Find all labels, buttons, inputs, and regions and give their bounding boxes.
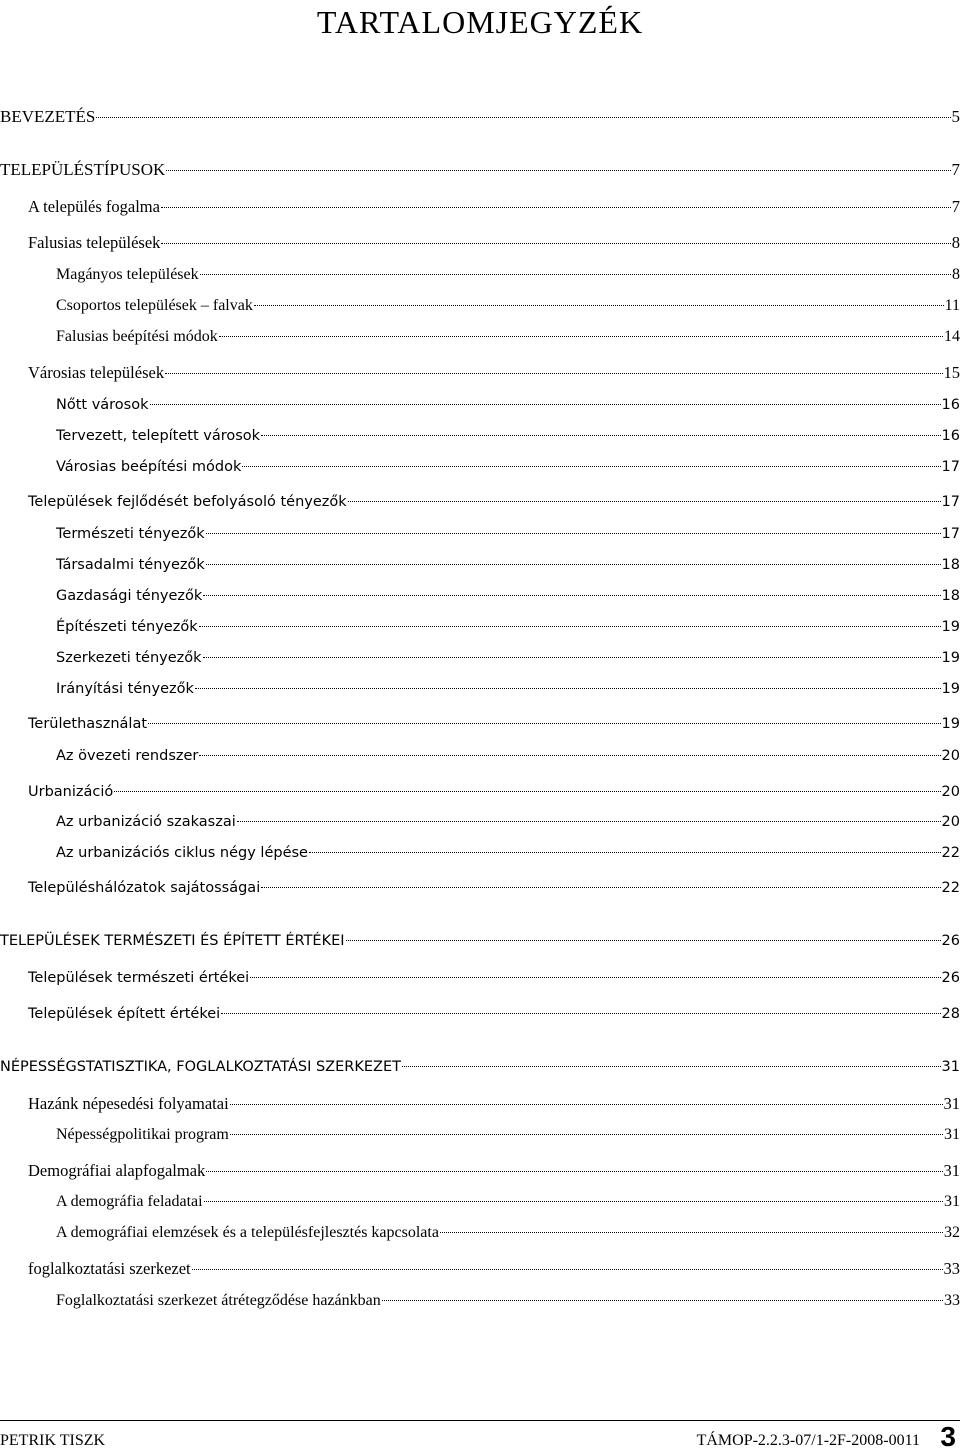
toc-leader-dots	[161, 243, 950, 244]
toc-leader-dots	[402, 1066, 941, 1067]
toc-entry-page: 18	[941, 588, 960, 604]
toc-entry-page: 5	[951, 107, 960, 126]
toc-leader-dots	[221, 1013, 940, 1014]
toc-entry-gazdasagi-tenyezok[interactable]	[56, 584, 960, 608]
toc-entry-label: Tervezett, telepített városok	[56, 428, 261, 444]
toc-entry-telepulestipusok[interactable]	[0, 158, 960, 182]
toc-leader-dots	[242, 466, 940, 467]
toc-entry-page: 19	[941, 681, 960, 697]
toc-entry-page: 20	[941, 748, 960, 764]
toc-entry-page: 31	[943, 1161, 960, 1180]
toc-entry-a-telepules-fogalma[interactable]	[28, 195, 960, 219]
toc-entry-teruelethasznalat[interactable]	[28, 712, 960, 736]
toc-entry-epiteszeti-tenyezok[interactable]	[56, 615, 960, 639]
toc-entry-label: Demográfiai alapfogalmak	[28, 1161, 206, 1180]
toc-entry-page: 32	[944, 1224, 960, 1241]
toc-leader-dots	[254, 305, 944, 306]
toc-entry-falusias-telepulesek[interactable]	[28, 231, 960, 255]
toc-entry-page: 31	[944, 1126, 960, 1143]
toc-entry-label: Területhasználat	[28, 716, 148, 732]
toc-leader-dots	[440, 1232, 943, 1233]
toc-entry-nepessegstatisztika[interactable]	[0, 1055, 960, 1079]
toc-leader-dots	[161, 207, 951, 208]
page-title: TARTALOMJEGYZÉK	[316, 4, 644, 40]
toc-leader-dots	[206, 533, 941, 534]
toc-entry-page: 17	[941, 494, 960, 510]
toc-entry-label: A demográfia feladatai	[56, 1193, 203, 1210]
toc-entry-page: 16	[941, 428, 960, 444]
toc-leader-dots	[96, 117, 950, 118]
toc-entry-label: Gazdasági tényezők	[56, 588, 203, 604]
toc-entry-tarsadalmi-tenyezok[interactable]	[56, 553, 960, 577]
toc-entry-label: Települések természeti értékei	[28, 970, 250, 986]
toc-leader-dots	[199, 626, 941, 627]
toc-entry-label: Települések épített értékei	[28, 1006, 221, 1022]
toc-entry-label: Az urbanizációs ciklus négy lépése	[56, 845, 308, 861]
toc-entry-label: Építészeti tényezők	[56, 619, 198, 635]
toc-entry-nepessegpolitikai-program[interactable]	[56, 1123, 960, 1147]
toc-leader-dots	[261, 435, 940, 436]
toc-entry-page: 8	[952, 266, 960, 283]
toc-entry-falusias-beepitesi-modok[interactable]	[56, 325, 960, 349]
toc-entry-label: Falusias települések	[28, 233, 161, 252]
toc-entry-label: BEVEZETÉS	[0, 107, 96, 126]
toc-leader-dots	[165, 373, 942, 374]
toc-leader-dots	[230, 1104, 943, 1105]
toc-entry-demografia-feladatai[interactable]	[56, 1190, 960, 1214]
toc-entry-page: 31	[941, 1059, 960, 1075]
toc-entry-page: 14	[944, 328, 960, 345]
toc-leader-dots	[206, 1171, 942, 1172]
toc-entry-label: Városias beépítési módok	[56, 459, 242, 475]
toc-entry-csoportos-telepulesek[interactable]	[56, 294, 960, 318]
toc-entry-page: 16	[941, 397, 960, 413]
toc-entry-label: Természeti tényezők	[56, 526, 205, 542]
toc-leader-dots	[309, 852, 941, 853]
toc-entry-urbanizacio[interactable]	[28, 780, 960, 804]
toc-entry-label: Települések fejlődését befolyásoló tényezők	[28, 494, 347, 510]
toc-leader-dots	[166, 170, 950, 171]
toc-entry-label: TELEPÜLÉSEK TERMÉSZETI ÉS ÉPÍTETT ÉRTÉKEI	[0, 933, 345, 949]
toc-entry-page: 20	[941, 814, 960, 830]
toc-entry-page: 33	[943, 1259, 960, 1278]
toc-entry-page: 18	[941, 557, 960, 573]
toc-leader-dots	[261, 887, 940, 888]
toc-entry-ovezeti-rendszer[interactable]	[56, 744, 960, 768]
toc-leader-dots	[195, 688, 941, 689]
toc-entry-page: 8	[951, 233, 960, 252]
toc-entry-page: 31	[943, 1094, 960, 1113]
toc-entry-page: 7	[951, 160, 960, 179]
toc-entry-label: NÉPESSÉGSTATISZTIKA, FOGLALKOZTATÁSI SZERKEZET	[0, 1059, 401, 1075]
toc-entry-label: Irányítási tényezők	[56, 681, 194, 697]
toc-leader-dots	[230, 1134, 943, 1135]
toc-leader-dots	[148, 723, 941, 724]
toc-leader-dots	[206, 564, 941, 565]
toc-entry-urbanizacios-ciklus[interactable]	[56, 841, 960, 865]
toc-entry-page: 19	[941, 650, 960, 666]
toc-entry-label: Városias települések	[28, 363, 165, 382]
footer-divider	[0, 1420, 960, 1421]
toc-entry-iranyitasi-tenyezok[interactable]	[56, 677, 960, 701]
toc-entry-page: 17	[941, 459, 960, 475]
toc-entry-label: Hazánk népesedési folyamatai	[28, 1094, 229, 1113]
toc-entry-szerkezeti-tenyezok[interactable]	[56, 646, 960, 670]
toc-entry-page: 15	[943, 363, 960, 382]
toc-entry-page: 28	[941, 1006, 960, 1022]
toc-leader-dots	[200, 274, 951, 275]
toc-entry-label: A demográfiai elemzések és a településfejlesztés kapcsolata	[56, 1224, 439, 1241]
toc-entry-label: A település fogalma	[28, 197, 160, 216]
toc-entry-page: 31	[944, 1193, 960, 1210]
toc-entry-page: 22	[941, 845, 960, 861]
toc-entry-varosias-beepitesi-modok[interactable]	[56, 455, 960, 479]
toc-entry-page: 20	[941, 784, 960, 800]
toc-entry-nott-varosok[interactable]	[56, 393, 960, 417]
toc-entry-termeszeti-ertekei[interactable]	[28, 966, 960, 990]
toc-entry-page: 19	[941, 619, 960, 635]
toc-leader-dots	[348, 501, 941, 502]
toc-leader-dots	[150, 404, 941, 405]
toc-entry-tervezett-varosok[interactable]	[56, 424, 960, 448]
toc-entry-termeszeti-es-epitett-ertekei[interactable]	[0, 929, 960, 953]
toc-entry-epitett-ertekei[interactable]	[28, 1002, 960, 1026]
toc-entry-label: Az urbanizáció szakaszai	[56, 814, 236, 830]
toc-leader-dots	[250, 977, 940, 978]
toc-entry-label: Szerkezeti tényezők	[56, 650, 202, 666]
toc-entry-page: 22	[941, 880, 960, 896]
toc-leader-dots	[346, 940, 941, 941]
toc-entry-page: 7	[951, 197, 960, 216]
toc-entry-label: Falusias beépítési módok	[56, 328, 218, 345]
toc-leader-dots	[219, 336, 943, 337]
toc-entry-label: TELEPÜLÉSTÍPUSOK	[0, 160, 166, 179]
toc-leader-dots	[192, 1269, 943, 1270]
toc-entry-page: 17	[941, 526, 960, 542]
toc-leader-dots	[382, 1300, 943, 1301]
toc-leader-dots	[237, 821, 941, 822]
toc-leader-dots	[203, 657, 941, 658]
toc-entry-label: Foglalkoztatási szerkezet átrétegződése hazánkban	[56, 1292, 381, 1309]
toc-entry-maganyos-telepulesek[interactable]	[56, 263, 960, 287]
toc-entry-demografiai-alapfogalmak[interactable]	[28, 1159, 960, 1183]
footer-project-code: TÁMOP-2.2.3-07/1-2F-2008-0011	[696, 1432, 920, 1449]
toc-entry-varosias-telepulesek[interactable]	[28, 361, 960, 385]
toc-entry-fejlodest-befolyasolo-tenyezok[interactable]	[28, 490, 960, 514]
toc-entry-bevezetes[interactable]	[0, 105, 960, 129]
footer-page-number: 3	[940, 1421, 956, 1452]
toc-entry-foglalkoztatasi-szerkezet[interactable]	[28, 1257, 960, 1281]
toc-entry-demografiai-elemzesek[interactable]	[56, 1221, 960, 1245]
toc-leader-dots	[114, 791, 940, 792]
toc-entry-label: Népességpolitikai program	[56, 1126, 229, 1143]
toc-entry-urbanizacio-szakaszai[interactable]	[56, 810, 960, 834]
toc-entry-page: 33	[944, 1292, 960, 1309]
toc-entry-label: Csoportos települések – falvak	[56, 297, 253, 314]
toc-entry-label: Az övezeti rendszer	[56, 748, 199, 764]
toc-entry-label: Urbanizáció	[28, 784, 114, 800]
toc-entry-nepesedesi-folyamatai[interactable]	[28, 1092, 960, 1116]
toc-leader-dots	[204, 1201, 943, 1202]
toc-leader-dots	[199, 755, 940, 756]
toc-entry-szerkezet-atretegzodese[interactable]	[56, 1289, 960, 1313]
toc-entry-label: Nőtt városok	[56, 397, 149, 413]
toc-entry-label: foglalkoztatási szerkezet	[28, 1259, 191, 1278]
toc-entry-page: 26	[941, 970, 960, 986]
toc-entry-telepuleshalozatok[interactable]	[28, 876, 960, 900]
toc-entry-page: 26	[941, 933, 960, 949]
toc-entry-label: Településhálózatok sajátosságai	[28, 880, 261, 896]
toc-entry-page: 19	[941, 716, 960, 732]
footer-publisher: PETRIK TISZK	[0, 1432, 106, 1449]
toc-leader-dots	[203, 595, 940, 596]
toc-entry-page: 11	[944, 297, 960, 314]
toc-entry-label: Magányos települések	[56, 266, 199, 283]
toc-entry-termeszeti-tenyezok[interactable]	[56, 522, 960, 546]
toc-entry-label: Társadalmi tényezők	[56, 557, 205, 573]
